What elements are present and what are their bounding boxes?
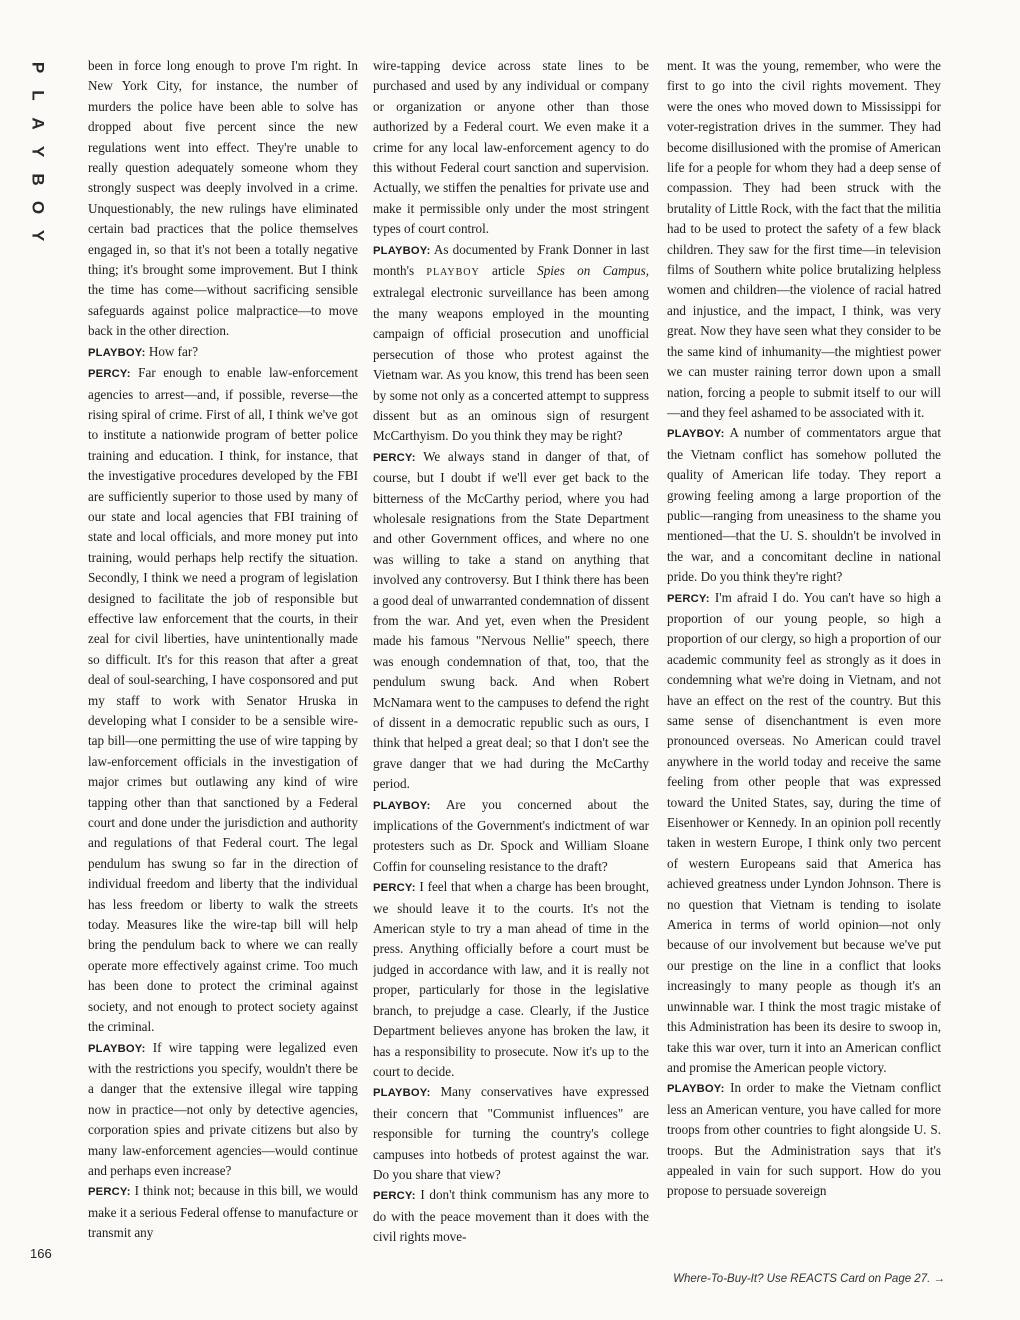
reader-service-footer: Where-To-Buy-It? Use REACTS Card on Page 27. → bbox=[673, 1273, 945, 1285]
paragraph: PLAYBOY: In order to make the Vietnam conflict less an American venture, you have called for more troops from other countries to fight alongside U. S. troops. But the Administration says that it's appealed in vain for such support. How do you propose to persuade sovereign bbox=[667, 1080, 941, 1199]
paragraph: PERCY: We always stand in danger of that, of course, but I doubt if we'll ever get back to the bitterness of the McCarthy period, where you had wholesale resignations from the State Department and other Government offices, and where no one was willing to take a stand on anything that involved any controversy. But I think there has been a good deal of unwarranted condemnation of dissent from the war. And yet, even when the President made his famous "Nervous Nellie" speech, there was enough condemnation of that, too, that the pendulum swung back. And when Robert McNamara went to the campuses to defend the right of dissent in a democratic republic such as ours, I think that helped a great deal; so that I don't see the grave danger that we had during the McCarthy period. bbox=[373, 448, 649, 792]
paragraph: been in force long enough to prove I'm right. In New York City, for instance, the number of murders the police have been able to solve has dropped about five percent since the new regulations went into effect. They're unable to really question adequately someone whom they strongly suspect was deeply involved in a crime. Unquestionably, the new rulings have eliminated certain bad practices that the police themselves engaged in, so that it's not been a totally negative thing; it's brought some improvement. But I think the time has come—without sacrificing sensible safeguards against police malpractice—to move back in the other direction. bbox=[88, 58, 358, 339]
paragraph: PERCY: I think not; because in this bill, we would make it a serious Federal offense to manufacture or transmit any bbox=[88, 1183, 358, 1241]
paragraph: ment. It was the young, remember, who were the first to go into the civil rights movement. They were the ones who moved down to Mississippi for voter-registration drives in the summer. They had become disillusioned with the promise of American life for a people for whom they had a deep sense of compassion. They had been struck with the brutality of Little Rock, with the fact that the militia had to be used to protect the safety of a few black children. They saw for the first time—in television films of Southern white police brutalizing helpless women and children—the violence of racial hatred and injustice, and the impact, I think, was very great. Now they have seen what they consider to be the same kind of inhumanity—the mightiest power we can muster raining terror down upon a small nation, forcing a people to submit itself to our will—and they feel ashamed to be associated with it. bbox=[667, 58, 941, 420]
paragraph: PERCY: Far enough to enable law-enforcement agencies to arrest—and, if possible, reverse—the rising spiral of crime. First of all, I think we've got to institute a nationwide program of better police training and education. I think, for instance, that the investigative procedures developed by the FBI are sufficiently superior to those used by many of our state and local agencies that FBI training of state and local officials, and more money put into training, would perhaps help rectify the situation. Secondly, I think we need a program of legislation designed to facilitate the job of responsible but effective law enforcement that the courts, in their zeal for civil liberties, have unintentionally made so difficult. It's for this reason that after a great deal of soul-searching, I have cosponsored and put my staff to work with Senator Hruska in developing what I consider to be a sensible wire-tap bill—one permitting the use of wire tapping by law-enforcement officials in the investigation of major crimes but outlawing any kind of wire tapping other than that sanctioned by a Federal court and done under the jurisdiction and authority and regulations of that Federal court. The legal pendulum has swung so far in the direction of individual freedom and liberty that the individual has less freedom or liberty to walk the streets today. Measures like the wire-tap bill will help bring the pendulum back to where we can really operate more effectively against crime. Too much has been done to protect the criminal against society, and not enough to protect society against the criminal. bbox=[88, 365, 358, 1035]
paragraph: wire-tapping device across state lines to be purchased and used by any individual or company or organization or anyone other than those authorized by a Federal court. We even make it a crime for any local law-enforcement agency to do this without Federal court sanction and supervision. Actually, we stiffen the penalties for private use and make it permissible only under the most stringent types of court control. bbox=[373, 58, 649, 237]
paragraph: PLAYBOY: As documented by Frank Donner in last month's PLAYBOY article Spies on Campus, extralegal electronic surveillance has been among the many weapons employed in the mounting campaign of official prosecution and unofficial persecution of those who protest against the Vietnam war. As you know, this trend has been seen by some not only as a concerted attempt to suppress dissent but as an ominous sign of resurgent McCarthyism. Do you think they may be right? bbox=[373, 241, 649, 444]
running-head-letter: P bbox=[28, 61, 48, 76]
running-head-letter: A bbox=[28, 117, 48, 132]
column-1 bbox=[88, 56, 358, 1266]
paragraph: PERCY: I feel that when a charge has been brought, we should leave it to the courts. It's not the American style to try a man ahead of time in the press. Anything officially before a court must be judged in accordance with law, and it is really not proper, particularly for those in the legislative branch, to prejudge a case. Clearly, if the Justice Department believes anyone has broken the law, it has a responsibility to prosecute. Now it's up to the court to decide. bbox=[373, 879, 649, 1079]
paragraph: PLAYBOY: Are you concerned about the implications of the Government's indictment of war protesters such as Dr. Spock and William Sloane Coffin for counseling resistance to the draft? bbox=[373, 796, 649, 874]
running-head-letter: B bbox=[28, 173, 48, 188]
paragraph: PERCY: I'm afraid I do. You can't have so high a proportion of our young people, so high a proportion of our clergy, so high a proportion of our academic community feel as strongly as it does in condemning what we're doing in Vietnam, and not have an effect on the rest of the country. But this same sense of disenchantment is even more pronounced overseas. No American could travel anywhere in the world today and receive the same feeling from other people that was expressed toward the United States, say, during the time of Eisenhower or Kennedy. In an opinion poll recently taken in western Europe, I think only two percent of western Europeans said that America has achieved greatness under Lyndon Johnson. There is no question that Vietnam is tending to isolate America in terms of world opinion—not only because of our involvement but because we've put our prestige on the line in a conflict that looks increasingly to many people as though it's an unwinnable war. I think the most tragic mistake of this Administration has been its desire to swoop in, take this war over, turn it into an American conflict and promise the American people victory. bbox=[667, 589, 941, 1075]
running-head-letter: Y bbox=[28, 229, 48, 244]
paragraph: PERCY: I don't think communism has any more to do with the peace movement than it does with the civil rights move- bbox=[373, 1187, 649, 1245]
running-head-letter: L bbox=[28, 90, 48, 103]
column-2 bbox=[373, 56, 649, 1266]
running-head-letter: Y bbox=[28, 145, 48, 160]
page-number: 166 bbox=[30, 1246, 52, 1261]
paragraph: PLAYBOY: Many conservatives have expressed their concern that "Communist influences" are responsible for turning the country's college campuses into hotbeds of protest against the war. Do you share that view? bbox=[373, 1084, 649, 1182]
running-head-letter: O bbox=[28, 200, 48, 217]
paragraph: PLAYBOY: If wire tapping were legalized even with the restrictions you specify, wouldn't there be a danger that the extensive illegal wire tapping now in practice—not only by detective agencies, corporation spies and private citizens but also by many law-enforcement agencies—would continue and perhaps even increase? bbox=[88, 1039, 358, 1178]
paragraph: PLAYBOY: How far? bbox=[88, 343, 199, 359]
running-head bbox=[18, 60, 58, 256]
column-3 bbox=[667, 56, 941, 1266]
paragraph: PLAYBOY: A number of commentators argue that the Vietnam conflict has somehow polluted the quality of American life today. They report a growing feeling among a large proportion of the public—ranging from uneasiness to the shame you mentioned—that the U. S. shouldn't be involved in the war, and a concomitant decline in national pride. Do you think they're right? bbox=[667, 425, 941, 585]
